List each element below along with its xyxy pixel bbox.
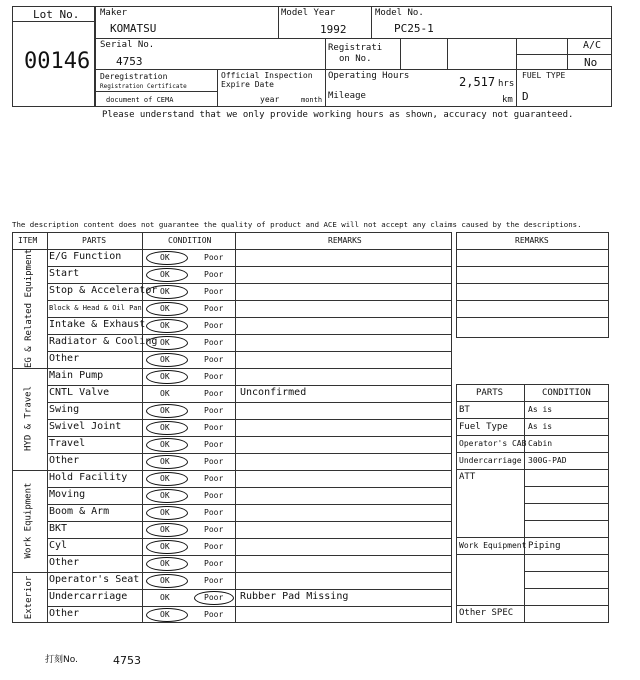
model-year-label: Model Year [281, 8, 336, 18]
ok-circle-mark [146, 506, 188, 520]
ok-option: OK [160, 474, 170, 483]
ok-option: OK [160, 610, 170, 619]
spec-cond-work-equipment: Piping [528, 541, 561, 551]
right-remarks-box [456, 232, 609, 338]
spec-part-other-spec: Other SPEC [459, 608, 514, 618]
part-label: Boom & Arm [49, 506, 110, 517]
ok-circle-mark [146, 438, 188, 452]
operating-hours-value: 2,517 [459, 75, 496, 89]
part-label: CNTL Valve [49, 387, 110, 398]
part-label: Moving [49, 489, 86, 500]
registration-label-2: on No. [339, 54, 372, 64]
ok-option: OK [160, 287, 170, 296]
group-label: Exterior [23, 575, 34, 619]
ok-option: OK [160, 559, 170, 568]
ok-option: OK [160, 508, 170, 517]
part-label: Other [49, 608, 80, 619]
part-label: Swing [49, 404, 80, 415]
ok-circle-mark [146, 540, 188, 554]
model-year-value: 1992 [320, 23, 347, 36]
maker-label: Maker [100, 8, 128, 18]
ok-circle-mark [146, 557, 188, 571]
ok-option: OK [160, 542, 170, 551]
part-label: Cyl [49, 540, 68, 551]
poor-option: Poor [204, 525, 224, 534]
poor-option: Poor [204, 321, 224, 330]
ok-option: OK [160, 576, 170, 585]
poor-option: Poor [204, 542, 224, 551]
ac-label: A/C [583, 40, 602, 51]
part-label: Swivel Joint [49, 421, 122, 432]
spec-cond-fuel: As is [528, 422, 553, 431]
ok-option: OK [160, 372, 170, 381]
ok-circle-mark [146, 319, 188, 333]
col-item: ITEM [18, 236, 38, 245]
poor-option: Poor [204, 593, 224, 602]
ok-option: OK [160, 525, 170, 534]
spec-part-bt: BT [459, 405, 470, 415]
ok-option: OK [160, 270, 170, 279]
ok-option: OK [160, 304, 170, 313]
official-inspection-label: Official Inspection [221, 71, 313, 80]
part-label: Block & Head & Oil Pan [49, 304, 142, 312]
part-label: Hold Facility [49, 472, 128, 483]
spec-part-undercarriage: Undercarriage [459, 456, 522, 465]
col-parts: PARTS [82, 236, 107, 245]
stamp-no-value: 4753 [113, 654, 141, 667]
poor-option: Poor [204, 406, 224, 415]
ok-circle-mark [146, 302, 188, 316]
ok-option: OK [160, 321, 170, 330]
stamp-no-label: 打刻No. [45, 655, 78, 665]
poor-circle-mark [194, 591, 234, 605]
ok-circle-mark [146, 472, 188, 486]
ok-circle-mark [146, 455, 188, 469]
spec-condition-label: CONDITION [542, 388, 591, 398]
part-label: Undercarriage [49, 591, 128, 602]
maker-value: KOMATSU [110, 22, 157, 35]
registration-certificate-label: Registration Certificate [100, 83, 187, 90]
spec-part-work-equipment: Work Equipment [459, 541, 527, 550]
remark-text: Unconfirmed [240, 387, 307, 398]
poor-option: Poor [204, 338, 224, 347]
poor-option: Poor [204, 474, 224, 483]
part-label: Radiator & Cooling [49, 336, 158, 347]
group-label: EG & Related Equipment [23, 248, 34, 368]
spec-part-cab: Operator's CAB [459, 439, 527, 448]
right-remarks-label: REMARKS [515, 236, 549, 245]
ok-option: OK [160, 253, 170, 262]
spec-cond-bt: As is [528, 405, 553, 414]
part-label: E/G Function [49, 251, 122, 262]
lot-number: 00146 [24, 49, 91, 74]
km-label: km [502, 95, 513, 105]
expire-date-label: Expire Date [221, 80, 274, 89]
serial-label: Serial No. [100, 40, 155, 50]
spec-parts-label: PARTS [476, 388, 504, 398]
model-no-label: Model No. [375, 8, 424, 18]
description-notice: The description content does not guarantee the quality of product and ACE will not accept any claims caused by the descriptions. [12, 220, 582, 229]
serial-value: 4753 [116, 55, 143, 68]
ok-circle-mark [146, 370, 188, 384]
ok-option: OK [160, 338, 170, 347]
poor-option: Poor [204, 287, 224, 296]
document-cema-label: document of CEMA [106, 96, 174, 104]
ok-option: OK [160, 457, 170, 466]
ok-option: OK [160, 491, 170, 500]
model-no-value: PC25-1 [394, 22, 434, 35]
poor-option: Poor [204, 423, 224, 432]
part-label: Other [49, 455, 80, 466]
poor-option: Poor [204, 457, 224, 466]
part-label: Other [49, 557, 80, 568]
ok-option: OK [160, 440, 170, 449]
hours-notice: Please understand that we only provide working hours as shown, accuracy not guaranteed. [102, 110, 574, 120]
poor-option: Poor [204, 610, 224, 619]
poor-option: Poor [204, 372, 224, 381]
poor-option: Poor [204, 253, 224, 262]
poor-option: Poor [204, 304, 224, 313]
poor-option: Poor [204, 270, 224, 279]
ok-option: OK [160, 389, 170, 398]
col-condition: CONDITION [168, 236, 212, 245]
registration-label: Registrati [328, 43, 383, 53]
spec-cond-cab: Cabin [528, 439, 553, 448]
group-label: HYD & Travel [23, 385, 34, 452]
ok-circle-mark [146, 268, 188, 282]
poor-option: Poor [204, 440, 224, 449]
ok-circle-mark [146, 489, 188, 503]
fuel-type-label: FUEL TYPE [522, 71, 566, 80]
part-label: Start [49, 268, 80, 279]
ok-option: OK [160, 593, 170, 602]
part-label: Intake & Exhaust [49, 319, 146, 330]
ok-option: OK [160, 423, 170, 432]
ok-circle-mark [146, 285, 188, 299]
part-label: Main Pump [49, 370, 104, 381]
spec-cond-undercarriage: 300G-PAD [528, 456, 567, 465]
part-label: Stop & Accelerator [49, 285, 158, 296]
mileage-label: Mileage [328, 91, 366, 101]
remark-text: Rubber Pad Missing [240, 591, 349, 602]
ok-circle-mark [146, 404, 188, 418]
month-label: month [301, 96, 323, 104]
fuel-type-value: D [522, 90, 529, 103]
spec-part-fuel: Fuel Type [459, 422, 508, 432]
ok-circle-mark [146, 251, 188, 265]
ok-circle-mark [146, 336, 188, 350]
poor-option: Poor [204, 559, 224, 568]
ok-circle-mark [146, 353, 188, 367]
poor-option: Poor [204, 355, 224, 364]
ok-option: OK [160, 355, 170, 364]
part-label: BKT [49, 523, 68, 534]
part-label: Travel [49, 438, 86, 449]
ok-circle-mark [146, 523, 188, 537]
poor-option: Poor [204, 508, 224, 517]
ac-value: No [584, 56, 598, 69]
ok-option: OK [160, 406, 170, 415]
group-label: Work Equipment [23, 482, 34, 559]
operating-hours-label: Operating Hours [328, 71, 410, 81]
poor-option: Poor [204, 576, 224, 585]
poor-option: Poor [204, 491, 224, 500]
col-remarks: REMARKS [328, 236, 362, 245]
ok-circle-mark [146, 421, 188, 435]
part-label: Other [49, 353, 80, 364]
spec-part-att: ATT [459, 472, 476, 482]
poor-option: Poor [204, 389, 224, 398]
ok-circle-mark [146, 574, 188, 588]
lot-label: Lot No. [33, 8, 80, 21]
ok-circle-mark [146, 608, 188, 622]
deregistration-label: Deregistration [100, 72, 168, 81]
year-label: year [260, 95, 280, 104]
hrs-label: hrs [498, 79, 515, 89]
part-label: Operator's Seat [49, 574, 140, 585]
